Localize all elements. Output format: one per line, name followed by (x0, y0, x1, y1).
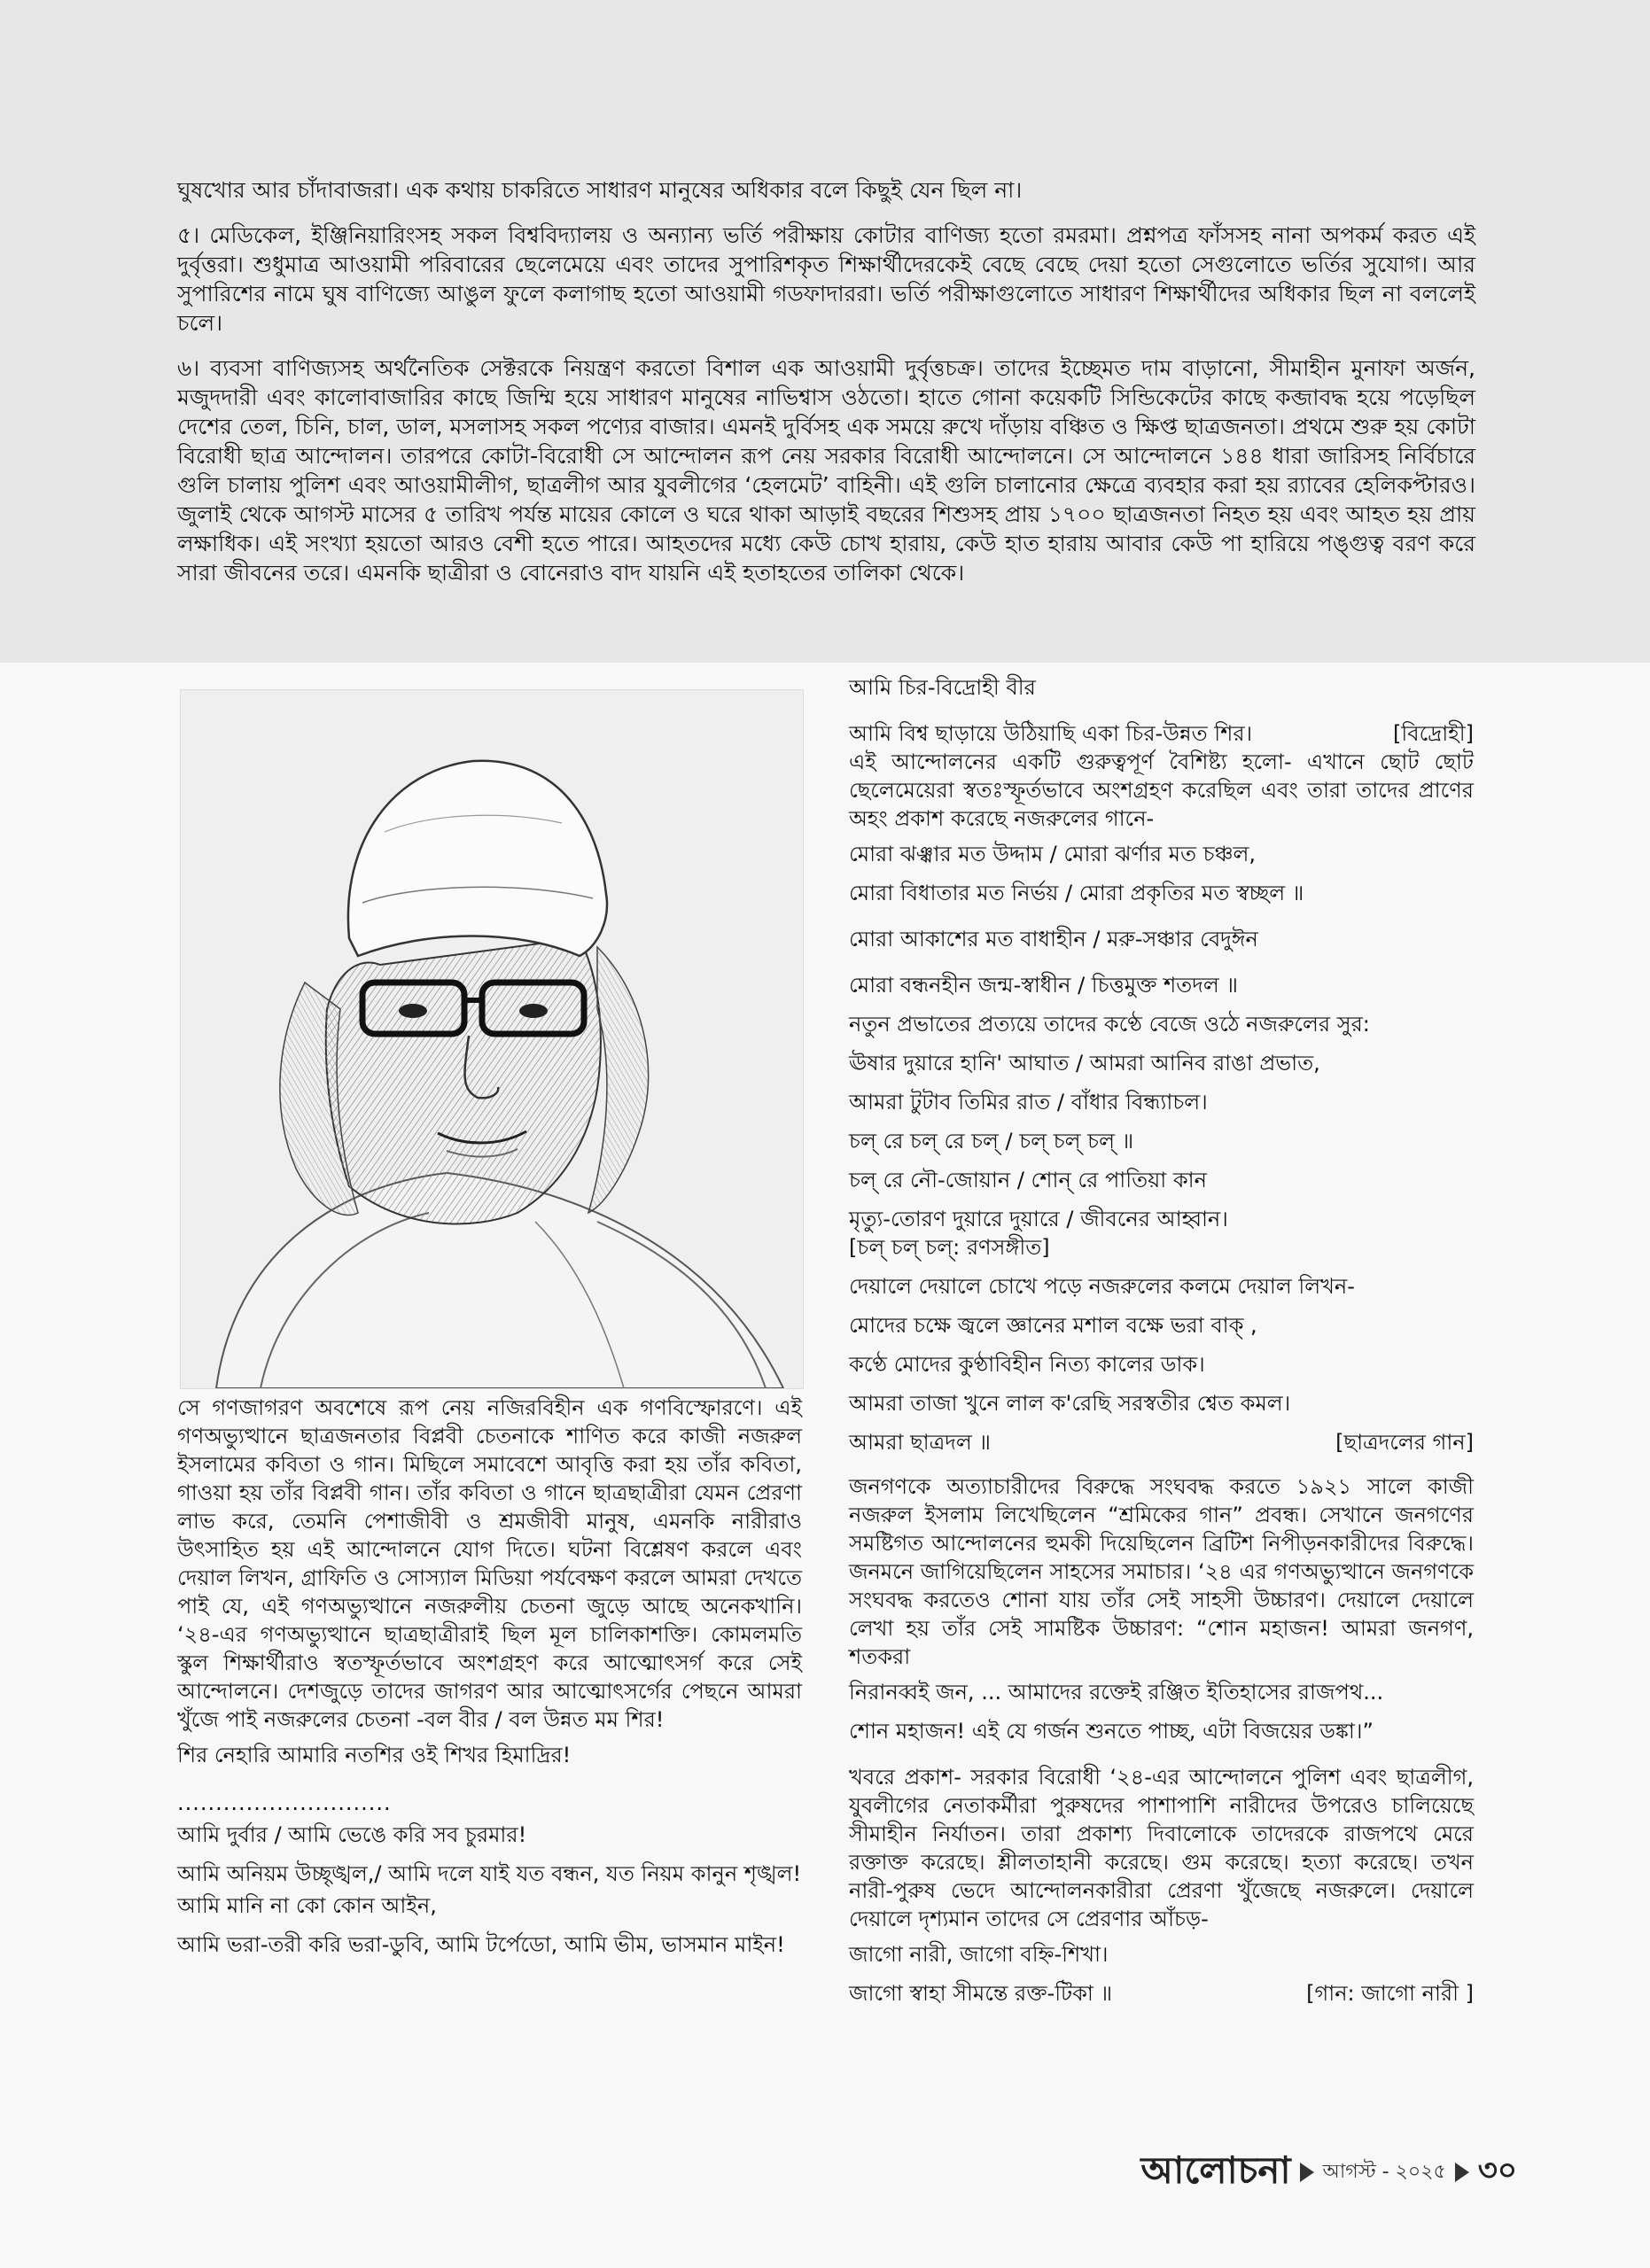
portrait-illustration (181, 690, 803, 1388)
citation: [চল্ চল্ চল্: রণসঙ্গীত] (849, 1235, 1050, 1260)
quote-line: শোন মহাজন! এই যে গর্জন শুনতে পাচ্ছ, এটা বিজয়ের ডঙ্কা।” (849, 1719, 1374, 1744)
song-line: আমরা টুটাব তিমির রাত / বাঁধার বিন্ধ্যাচল। (849, 1090, 1208, 1115)
right-paragraph-1: এই আন্দোলনের একটি গুরুত্বপূর্ণ বৈশিষ্ট্য হলো- এখানে ছোট ছোট ছেলেমেয়েরা স্বতঃস্ফূর্তভাবে অংশগ্রহণ করেছিল এবং তারা তাদের প্রাণের অহং প্রকাশ করেছে নজরুলের গানে- (849, 750, 1474, 831)
page-footer (1140, 2148, 1517, 2197)
song-line: মোরা আকাশের মত বাধাহীন / মরু-সঞ্চার বেদুঈন (849, 927, 1258, 951)
right-column (849, 673, 1474, 2008)
song-line-with-citation (849, 1979, 1474, 2008)
poem-line: আমি ভরা-তরী করি ভরা-ডুবি, আমি টর্পেডো, আমি ভীম, ভাসমান মাইন! (177, 1932, 785, 1957)
intro-line: নতুন প্রভাতের প্রত্যয়ে তাদের কণ্ঠে বেজে ওঠে নজরুলের সুর: (849, 1012, 1370, 1037)
poem-line: শির নেহারি আমারি নতশির ওই শিখর হিমাদ্রির! (177, 1743, 572, 1767)
poem-line-with-citation (849, 719, 1474, 748)
song-line-with-citation (849, 1428, 1474, 1456)
top-article-section (177, 175, 1475, 603)
left-paragraph: সে গণজাগরণ অবশেষে রূপ নেয় নজিরবিহীন এক গণবিস্ফোরণে। এই গণঅভ্যুত্থানে ছাত্রজনতার বিপ্লবী চেতনাকে শাণিত করে কাজী নজরুল ইসলামের কবিতা ও গান। মিছিলে সমাবেশে আবৃত্তি করা হয় তাঁর কবিতা, গাওয়া হয় তাঁর বিপ্লবী গান। তাঁর কবিতা ও গানে ছাত্রছাত্রীরা যেমন প্রেরণা লাভ করে, তেমনি পেশাজীবী ও শ্রমজীবী মানুষ, এমনকি নারীরাও উৎসাহিত হয় এই আন্দোলনে যোগ দিতে। ঘটনা বিশ্লেষণ করলে এবং দেয়াল লিখন, গ্রাফিতি ও সোস্যাল মিডিয়া পর্যবেক্ষণ করলে আমরা দেখতে পাই যে, এই গণঅভ্যুত্থানে নজরুলীয় চেতনা জুড়ে আছে অনেকখানি। ‘২৪-এর গণঅভ্যুত্থানে ছাত্রছাত্রীরাই ছিল মূল চালিকাশক্তি। কোমলমতি স্কুল শিক্ষার্থীরাও স্বতস্ফূর্তভাবে অংশগ্রহণ করে আত্মোৎসর্গ করে সেই আন্দোলনে। দেশজুড়ে তাদের জাগরণ আর আত্মোৎসর্গের পেছনে আমরা খুঁজে পাই নজরুলের চেতনা -বল বীর / বল উন্নত মম শির! (177, 1395, 802, 1732)
magazine-logo: আলোচনা (1140, 2148, 1291, 2192)
top-paragraph-1: ঘুষখোর আর চাঁদাবাজরা। এক কথায় চাকরিতে সাধারণ মানুষের অধিকার বলে কিছুই যেন ছিল না। (177, 177, 1023, 203)
right-paragraph-2: জনগণকে অত্যাচারীদের বিরুদ্ধে সংঘবদ্ধ করতে ১৯২১ সালে কাজী নজরুল ইসলাম লিখেছিলেন “শ্রমিকের গান” প্রবন্ধ। সেখানে জনগণের সমষ্টিগত আন্দোলনের হুমকী দিয়েছিলেন ব্রিটিশ নিপীড়নকারীদের বিরুদ্ধে। জনমনে জাগিয়েছিলেন সাহসের সমাচার। ‘২৪ এর গণঅভ্যুত্থানে জনগণকে সংঘবদ্ধ করতেও শোনা যায় তাঁর সেই সাহসী উচ্চারণ। দেয়ালে দেয়ালে লেখা হয় তাঁর সেই সামষ্টিক উচ্চারণ: “শোন মহাজন! আমরা জনগণ, শতকরা (849, 1474, 1474, 1669)
song-line: আমরা তাজা খুনে লাল ক'রেছি সরস্বতীর শ্বেত কমল। (849, 1391, 1291, 1416)
song-line: চল্ রে নৌ-জোয়ান / শোন্ রে পাতিয়া কান (849, 1168, 1207, 1192)
song-line: মোরা বন্ধনহীন জন্ম-স্বাধীন / চিত্তমুক্ত শতদল ॥ (849, 973, 1238, 998)
song-line: মোরা বিধাতার মত নির্ভয় / মোরা প্রকৃতির মত স্বচ্ছল ॥ (849, 881, 1304, 905)
triangle-arrow-icon (1455, 2163, 1469, 2182)
triangle-arrow-icon (1300, 2163, 1314, 2182)
citation: [বিদ্রোহী] (1393, 721, 1474, 746)
song-line: আমরা ছাত্রদল ॥ (849, 1430, 991, 1455)
poem-line: আমি অনিয়ম উচ্ছৃঙ্খল,/ আমি দলে যাই যত বন্ধন, যত নিয়ম কানুন শৃঙ্খল! (177, 1861, 802, 1886)
song-line: কণ্ঠে মোদের কুণ্ঠাবিহীন নিত্য কালের ডাক। (849, 1352, 1205, 1377)
quote-line: নিরানব্বই জন, ... আমাদের রক্তেই রঞ্জিত ইতিহাসের রাজপথ... (849, 1680, 1384, 1705)
poem-line: আমি বিশ্ব ছাড়ায়ে উঠিয়াছি একা চির-উন্নত শির। (849, 721, 1253, 746)
top-paragraph-2: ৫। মেডিকেল, ইঞ্জিনিয়ারিংসহ সকল বিশ্ববিদ্যালয় ও অন্যান্য ভর্তি পরীক্ষায় কোটার বাণিজ্য হতো রমরমা। প্রশ্নপত্র ফাঁসসহ নানা অপকর্ম করত এই দুর্বৃত্তরা। শুধুমাত্র আওয়ামী পরিবারের ছেলেমেয়ে এবং তাদের সুপারিশকৃত শিক্ষার্থীদেরকেই বেছে বেছে দেয়া হতো সেগুলোতে ভর্তির সুযোগ। আর সুপারিশের নামে ঘুষ বাণিজ্যে আঙুল ফুলে কলাগাছ হতো আওয়ামী গডফাদাররা। ভর্তি পরীক্ষাগুলোতে সাধারণ শিক্ষার্থীদের অধিকার ছিল না বললেই চলে। (177, 222, 1475, 336)
right-paragraph-3: খবরে প্রকাশ- সরকার বিরোধী ‘২৪-এর আন্দোলনে পুলিশ এবং ছাত্রলীগ, যুবলীগের নেতাকর্মীরা পুরুষদের পাশাপাশি নারীদের উপরেও চালিয়েছে সীমাহীন নির্যাতন। তারা প্রকাশ্য দিবালোকে তাদেরকে রাজপথে মেরে রক্তাক্ত করেছে। শ্লীলতাহানী করেছে। গুম করেছে। হত্যা করেছে। তখন নারী-পুরুষ ভেদে আন্দোলনকারীরা প্রেরণা খুঁজেছে নজরুলে। দেয়ালে দেয়ালে দৃশ্যমান তাদের সে প্রেরণার আঁচড়- (849, 1765, 1474, 1931)
song-line: মোদের চক্ষে জ্বলে জ্ঞানের মশাল বক্ষে ভরা বাক্ , (849, 1313, 1257, 1338)
poet-portrait-image (180, 689, 804, 1389)
left-column (177, 1394, 802, 1966)
song-line: মোরা ঝঞ্ঝার মত উদ্দাম / মোরা ঝর্ণার মত চঞ্চল, (849, 842, 1257, 866)
ellipsis-divider: ............................ (177, 1790, 392, 1815)
poem-line: আমি মানি না কো কোন আইন, (177, 1893, 437, 1918)
top-paragraph-3: ৬। ব্যবসা বাণিজ্যসহ অর্থনৈতিক সেক্টরকে নিয়ন্ত্রণ করতো বিশাল এক আওয়ামী দুর্বৃত্তচক্র। তাদের ইচ্ছেমত দাম বাড়ানো, সীমাহীন মুনাফা অর্জন, মজুদদারী এবং কালোবাজারির কাছে জিম্মি হয়ে সাধারণ মানুষের নাভিশ্বাস ওঠতো। হাতে গোনা কয়েকটি সিন্ডিকেটের কাছে কব্জাবদ্ধ হয়ে পড়েছিল দেশের তেল, চিনি, চাল, ডাল, মসলাসহ সকল পণ্যের বাজার। এমনই দুর্বিসহ এক সময়ে রুখে দাঁড়ায় বঞ্চিত ও ক্ষিপ্ত ছাত্রজনতা। প্রথমে শুরু হয় কোটা বিরোধী ছাত্র আন্দোলন। তারপরে কোটা-বিরোধী সে আন্দোলন রূপ নেয় সরকার বিরোধী আন্দোলনে। সে আন্দোলনে ১৪৪ ধারা জারিসহ নির্বিচারে গুলি চালায় পুলিশ এবং আওয়ামীলীগ, ছাত্রলীগ আর যুবলীগের ‘হেলমেট’ বাহিনী। এই গুলি চালানোর ক্ষেত্রে ব্যবহার করা হয় র‍্যাবের হেলিকপ্টারও। জুলাই থেকে আগস্ট মাসের ৫ তারিখ পর্যন্ত মায়ের কোলে ও ঘরে থাকা আড়াই বছরের শিশুসহ প্রায় ১৭০০ ছাত্রজনতা নিহত হয় এবং আহত হয় প্রায় লক্ষাধিক। এই সংখ্যা হয়তো আরও বেশী হতে পারে। আহতদের মধ্যে কেউ চোখ হারায়, কেউ হাত হারায় আবার কেউ পা হারিয়ে পঙ্গুত্ব বরণ করে সারা জীবনের তরে। এমনকি ছাত্রীরা ও বোনেরাও বাদ যায়নি এই হতাহতের তালিকা থেকে। (177, 355, 1475, 586)
song-line: মৃত্যু-তোরণ দুয়ারে দুয়ারে / জীবনের আহ্বান। (849, 1207, 1228, 1231)
citation: [ছাত্রদলের গান] (1335, 1430, 1474, 1455)
citation: [গান: জাগো নারী ] (1306, 1981, 1474, 2006)
song-line: জাগো স্বাহা সীমন্তে রক্ত-টিকা ॥ (849, 1981, 1113, 2006)
poem-line: আমি চির-বিদ্রোহী বীর (849, 675, 1036, 700)
page-number: ৩০ (1477, 2152, 1517, 2188)
intro-line: দেয়ালে দেয়ালে চোখে পড়ে নজরুলের কলমে দেয়াল লিখন- (849, 1274, 1355, 1299)
song-line: চল্ রে চল্ রে চল্ / চল্ চল্ চল্ ॥ (849, 1129, 1134, 1153)
song-line: ঊষার দুয়ারে হানি' আঘাত / আমরা আনিব রাঙা প্রভাত, (849, 1051, 1320, 1076)
issue-date: আগস্ট - ২০২৫ (1322, 2160, 1446, 2183)
song-line: জাগো নারী, জাগো বহ্নি-শিখা। (849, 1942, 1109, 1967)
poem-line: আমি দুর্বার / আমি ভেঙে করি সব চুরমার! (177, 1822, 527, 1847)
